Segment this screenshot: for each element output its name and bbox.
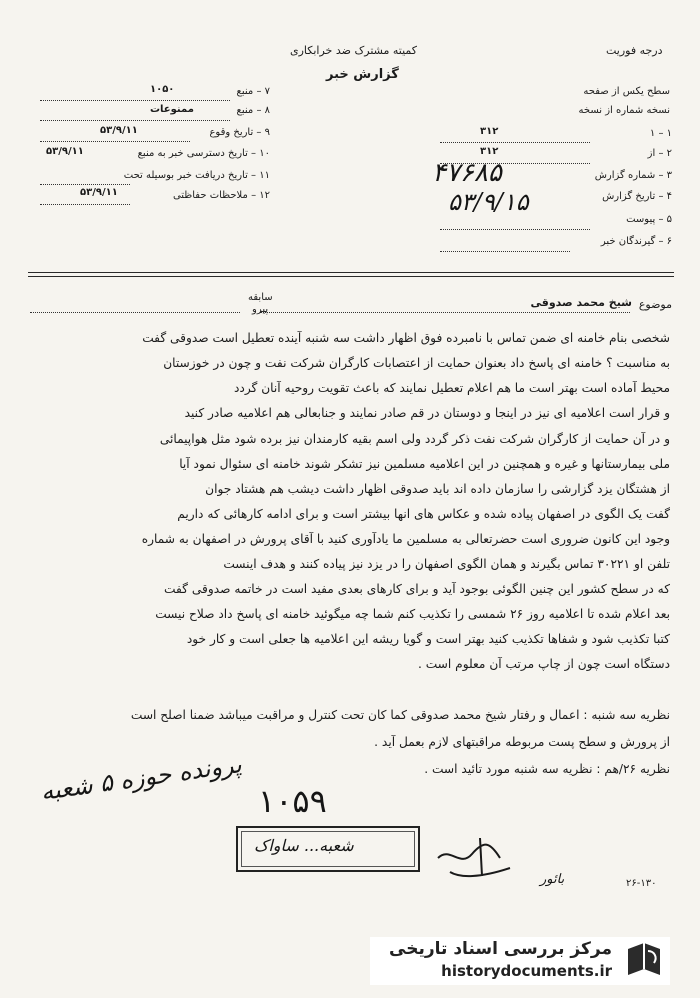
header-divider-thin bbox=[28, 272, 674, 273]
right-field: ۴ – تاریخ گزارش bbox=[602, 191, 672, 202]
left-value: ممنوعات bbox=[150, 104, 194, 115]
header-field-pages: سطح یکس از صفحه bbox=[583, 86, 670, 97]
handwritten-signature: بائور bbox=[540, 872, 565, 887]
archive-logo-icon bbox=[624, 939, 670, 981]
opinion-line: نظریه سه شنبه : اعمال و رفتار شیخ محمد صدوقی کما کان تحت کنترل و مراقبت میباشد ضمنا اصلح است bbox=[130, 708, 670, 722]
right-field: ۵ – پیوست bbox=[626, 214, 672, 225]
left-value: ۵۳/۹/۱۱ bbox=[100, 125, 138, 136]
body-line: به مناسبت ؟ خامنه ای پاسخ داد بعنوان حمایت از اعتصابات کارگران شرکت نفت و چون در خوزستان bbox=[163, 356, 670, 370]
header-divider bbox=[28, 276, 674, 277]
body-line: محیط آماده است بهتر است ما هم اعلام تعطیل نمایند که باعث تقویت روحیه آنان گردد bbox=[233, 381, 670, 395]
signature-mark bbox=[430, 828, 520, 888]
left-value: ۵۳/۹/۱۱ bbox=[80, 187, 118, 198]
reference-sub: پیرو bbox=[252, 304, 269, 315]
right-field: ۳ – شماره گزارش bbox=[594, 170, 672, 181]
committee-name: کمیته مشترک ضد خرابکاری bbox=[290, 44, 418, 57]
body-line: که در سطح کشور این چنین الگوئی بوجود آید و برای کارهای بعدی مفید است در خاتمه صدوقی گفت bbox=[164, 582, 670, 596]
body-line: تلفن او ۳۰۲۲۱ تماس بگیرند و همان الگوی اصفهان را در یزد نیز پیاده کنند و هدف اینست bbox=[223, 557, 670, 571]
body-line: گفت یک الگوی در اصفهان پیاده شده و عکاس های انها بیشتر است و برای ادامه کارهائی که داریم bbox=[177, 507, 670, 521]
reference-label: سابقه bbox=[248, 292, 273, 303]
right-field: ۲ – از bbox=[647, 148, 672, 159]
body-line: از هشتگان یزد گزارشی را سازمان داده اند باید صدوقی اظهار داشت دیشب هم هشتاد جوان bbox=[205, 482, 670, 496]
handwritten-file-note: پرونده حوزه ۵ شعبه bbox=[39, 750, 244, 806]
body-line: دستگاه است چون از چاپ مرتب آن معلوم است . bbox=[417, 657, 670, 671]
left-field: ۹ – تاریخ وقوع bbox=[209, 127, 270, 138]
footer-code: ۲۶-۱۳۰ bbox=[626, 878, 657, 889]
body-line: و در آن حمایت از کارگران شرکت نفت ذکر گردد ولی اسم بقیه کارمندان نیز برده شود مثل هواپیمائی bbox=[159, 432, 670, 446]
body-line: کتبا تکذیب شود و شفاها تکذیب کنید بهتر است و گویا ریشه این اعلامیه ها جعلی است و کار خود bbox=[186, 632, 670, 646]
archive-footer bbox=[370, 937, 670, 985]
left-field: ۱۲ – ملاحظات حفاظتی bbox=[172, 190, 270, 201]
body-line: و قرار است اعلامیه ای نیز در اینجا و دوستان در قم صادر نمایند و جنابعالی هم اعلامیه صادر کنید bbox=[184, 406, 670, 420]
header-field-copy: نسخه شماره از نسخه bbox=[578, 105, 670, 116]
report-title: گزارش خبر bbox=[326, 67, 399, 82]
left-field: ۱۰ – تاریخ دسترسی خبر به منبع bbox=[137, 148, 270, 159]
right-value: ۳۱۲ bbox=[480, 146, 499, 157]
right-field: ۱ – ۱ bbox=[649, 128, 672, 139]
opinion-line: از پرورش و سطح پست مربوطه مراقبتهای لازم بعمل آید . bbox=[374, 735, 670, 749]
left-field: ۷ – منبع bbox=[236, 86, 270, 97]
body-line: وجود این کانون ضروری است حضرتعالی به مسلمین ما یادآوری کنید با آقای پرورش در اصفهان به شماره bbox=[141, 532, 670, 546]
handwritten-number: ۱۰۵۹ bbox=[258, 782, 327, 820]
priority-label: درجه فوریت bbox=[606, 44, 663, 57]
handwritten-report-date: ۵۳/۹/۱۵ bbox=[448, 188, 529, 216]
body-line: بعد اعلام شده تا اعلامیه روز ۲۶ شمسی را تکذیب کنم شما چه میگوئید خامنه ای پاسخ داد صلاح نیست bbox=[155, 607, 670, 621]
right-field: ۶ – گیرندگان خبر bbox=[600, 236, 672, 247]
body-line: ملی بیمارستانها و غیره و همچنین در این اعلامیه مسلمین نیز تشکر شوند خامنه ای سئوال نمود آیا bbox=[179, 457, 670, 471]
subject-value: شیخ محمد صدوقی bbox=[530, 296, 632, 309]
opinion-line: نظریه ۲۶/هم : نظریه سه شنبه مورد تائید است . bbox=[424, 762, 670, 776]
left-value: ۵۳/۹/۱۱ bbox=[46, 146, 84, 157]
right-value: ۳۱۲ bbox=[480, 126, 499, 137]
body-line: شخصی بنام خامنه ای ضمن تماس با نامبرده فوق اظهار داشت سه شنبه آینده تعطیل است صدوقی گفت bbox=[142, 331, 670, 345]
handwritten-report-number: ۴۷۶۸۵ bbox=[432, 158, 502, 188]
archive-website: historydocuments.ir bbox=[441, 962, 612, 980]
stamp-text: شعبه... ساواک bbox=[254, 836, 354, 855]
left-field: ۸ – منبع bbox=[236, 105, 270, 116]
left-value: ۱۰۵۰ bbox=[150, 84, 175, 95]
left-field: ۱۱ – تاریخ دریافت خبر بوسیله تحت bbox=[123, 170, 270, 181]
subject-label: موضوع bbox=[638, 298, 672, 311]
archive-org-name: مرکز بررسی اسناد تاریخی bbox=[389, 939, 612, 959]
